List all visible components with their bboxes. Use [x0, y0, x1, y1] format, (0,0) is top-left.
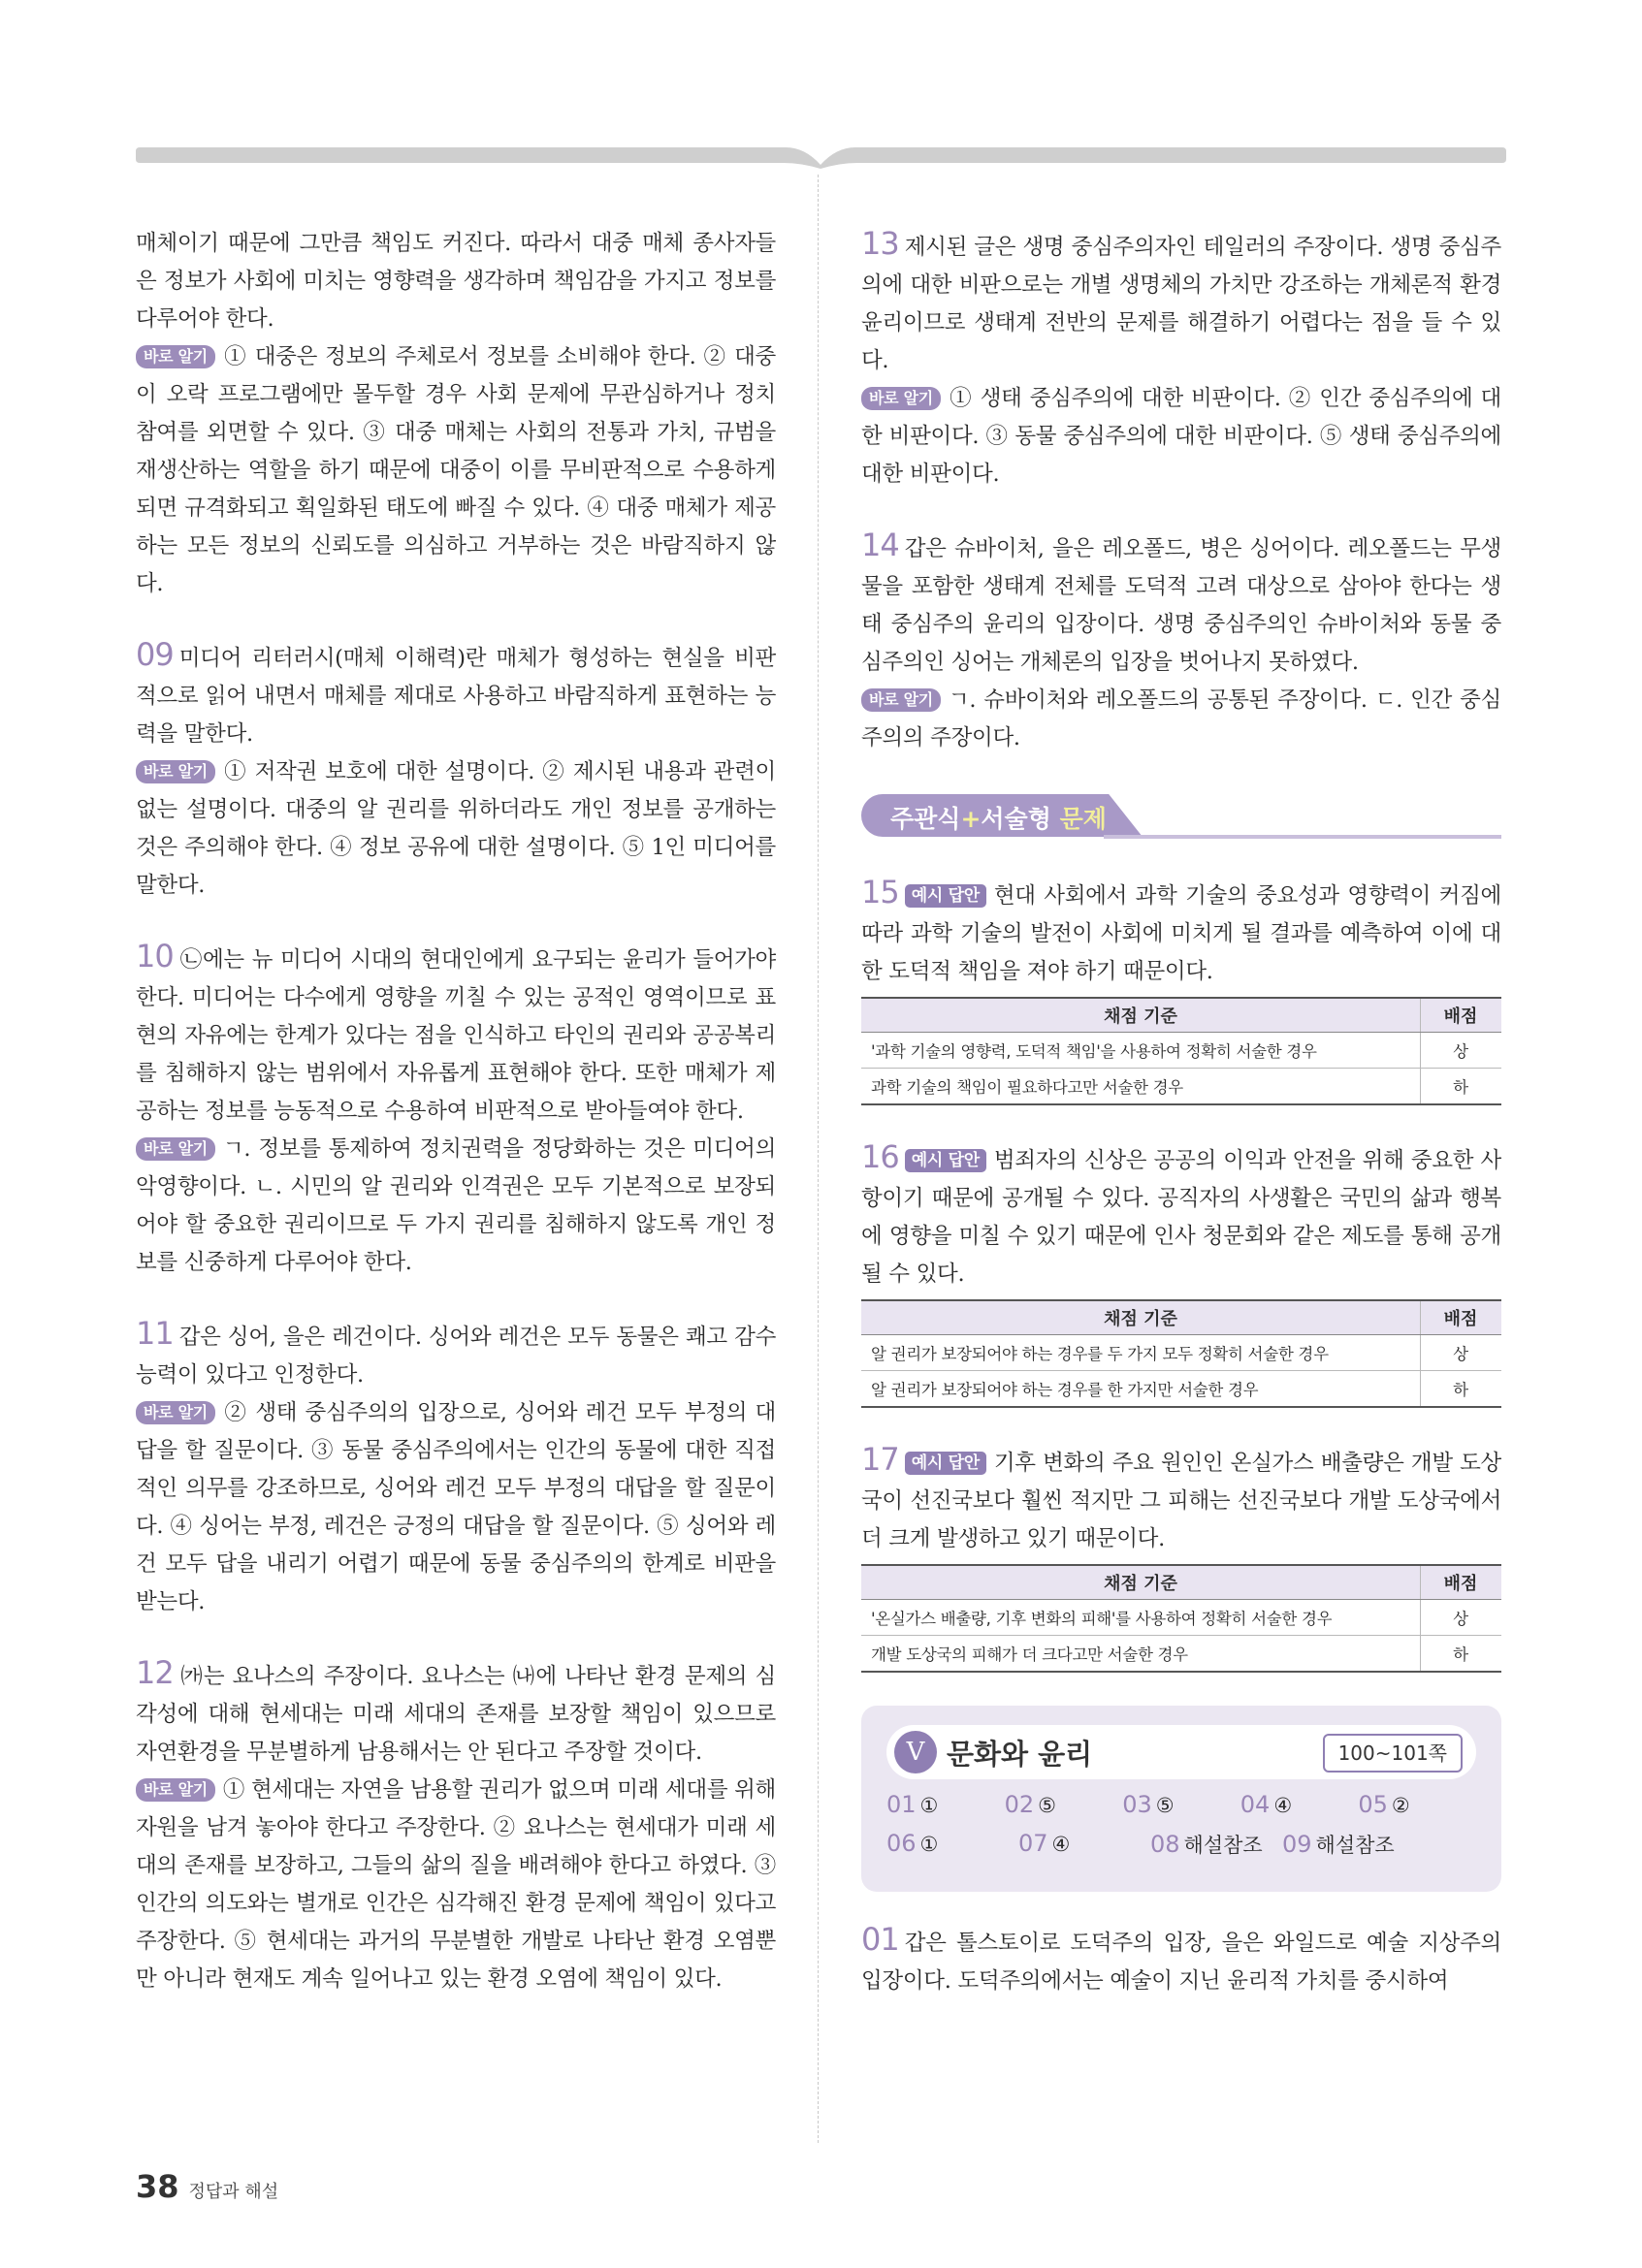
score-cell: 상 [1421, 1600, 1502, 1636]
answer-item [886, 1830, 1018, 1859]
criterion-cell: '과학 기술의 영향력, 도덕적 책임'을 사용하여 정확히 서술한 경우 [861, 1033, 1421, 1069]
answer-value: 해설참조 [1315, 1834, 1395, 1857]
question-number: 01 [861, 1921, 899, 1958]
answer-text: 갑은 싱어, 을은 레건이다. 싱어와 레건은 모두 동물은 쾌고 감수 능력이 있다고 인정한다. [136, 1325, 776, 1388]
question-17 [861, 1441, 1501, 1673]
question-16 [861, 1138, 1501, 1408]
answer-number: 06 [886, 1830, 917, 1857]
page-footer [136, 2168, 278, 2205]
example-answer-badge: 예시 답안 [905, 1149, 986, 1172]
answer-text: 범죄자의 신상은 공공의 이익과 안전을 위해 중요한 사항이기 때문에 공개될 수 있다. 공직자의 사생활은 국민의 삶과 행복에 영향을 미칠 수 있기 때문에 인사 청문회와 같은 제도를 통해 공개될 수 있다. [861, 1148, 1501, 1287]
question-number: 12 [136, 1654, 174, 1691]
intro-text: 매체이기 때문에 그만큼 책임도 커진다. 따라서 대중 매체 종사자들은 정보가 사회에 미치는 영향력을 생각하며 책임감을 가지고 정보를 다루어야 한다. [136, 231, 776, 332]
section-title-b: 서술형 [981, 805, 1051, 833]
answer-value: ④ [1273, 1794, 1293, 1817]
answer-value: ⑤ [1155, 1794, 1175, 1817]
right-column [861, 225, 1501, 2000]
q16-text [861, 1138, 1501, 1294]
score-header: 배점 [1421, 1300, 1502, 1335]
q09-note [136, 753, 776, 905]
section-title-plus: + [960, 805, 982, 833]
question-number: 13 [861, 225, 899, 262]
note-text: ① 생태 중심주의에 대한 비판이다. ② 인간 중심주의에 대한 비판이다. ③ 동물 중심주의에 대한 비판이다. ⑤ 생태 중심주의에 대한 비판이다. [861, 386, 1501, 487]
q17-text [861, 1441, 1501, 1558]
page-range-badge: 100~101쪽 [1323, 1734, 1463, 1773]
q11-text [136, 1315, 776, 1394]
answer-text: 갑은 톨스토이로 도덕주의 입장, 을은 와일드로 예술 지상주의 입장이다. 도덕주의에서는 예술이 지닌 윤리적 가치를 중시하여 [861, 1931, 1501, 1994]
q10-text [136, 938, 776, 1131]
score-cell: 상 [1421, 1033, 1502, 1069]
baro-badge: 바로 알기 [861, 688, 941, 712]
answer-number: 05 [1358, 1791, 1388, 1818]
criterion-cell: 개발 도상국의 피해가 더 크다고만 서술한 경우 [861, 1636, 1421, 1673]
answer-item [1358, 1791, 1476, 1818]
page-number: 38 [136, 2168, 179, 2205]
answer-text: 기후 변화의 주요 원인인 온실가스 배출량은 개발 도상국이 선진국보다 훨씬 적지만 그 피해는 선진국보다 개발 도상국에서 더 크게 발생하고 있기 때문이다. [861, 1451, 1501, 1551]
question-number: 17 [861, 1441, 899, 1478]
section-header [861, 790, 1501, 841]
baro-badge: 바로 알기 [136, 1401, 215, 1424]
intro-block [136, 225, 776, 603]
section-title-a: 주관식 [890, 805, 961, 833]
left-column [136, 225, 776, 2031]
scoring-table [861, 1299, 1501, 1408]
criterion-header: 채점 기준 [861, 998, 1421, 1033]
q12-text [136, 1654, 776, 1772]
q11-note [136, 1394, 776, 1621]
question-11 [136, 1315, 776, 1621]
unit-roman-numeral: V [894, 1731, 937, 1773]
baro-badge: 바로 알기 [136, 760, 215, 783]
note-text: ① 대중은 정보의 주체로서 정보를 소비해야 한다. ② 대중이 오락 프로그램에만 몰두할 경우 사회 문제에 무관심하거나 정치 참여를 외면할 수 있다. ③ 대중 매체는 사회의 전통과 가치, 규범을 재생산하는 역할을 하기 때문에 대중이 이를 무비판적으로 수용하게 되면 규격화되고 획일화된 태도에 빠질 수 있다. ④ 대중 매체가 제공하는 모든 정보의 신뢰도를 의심하고 거부하는 것은 바람직하지 않다. [136, 344, 776, 596]
example-answer-badge: 예시 답안 [905, 1452, 986, 1475]
answer-number: 08 [1150, 1831, 1180, 1858]
table-row [861, 1033, 1501, 1069]
answer-item [1005, 1791, 1123, 1818]
criterion-cell: 알 권리가 보장되어야 하는 경우를 두 가지 모두 정확히 서술한 경우 [861, 1335, 1421, 1371]
note-text: ① 현세대는 자연을 남용할 권리가 없으며 미래 세대를 위해 자원을 남겨 놓아야 한다고 주장한다. ② 요나스는 현세대가 미래 세대의 존재를 보장하고, 그들의 삶의 질을 배려해야 한다고 하였다. ③ 인간의 의도와는 별개로 인간은 심각해진 환경 문제에 책임이 있다고 주장한다. ⑤ 현세대는 과거의 무분별한 개발로 나타난 환경 오염뿐만 아니라 현재도 계속 일어나고 있는 환경 오염에 책임이 있다. [136, 1777, 776, 1992]
table-row [861, 1371, 1501, 1408]
answer-item [886, 1791, 1005, 1818]
question-number: 15 [861, 874, 899, 910]
question-14 [861, 527, 1501, 757]
scoring-table [861, 997, 1501, 1105]
question-13 [861, 225, 1501, 494]
score-header: 배점 [1421, 998, 1502, 1033]
answer-text: ㈎는 요나스의 주장이다. 요나스는 ㈏에 나타난 환경 문제의 심각성에 대해 현세대는 미래 세대의 존재를 보장할 책임이 있으므로 자연환경을 무분별하게 남용해서는 안 된다고 주장할 것이다. [136, 1664, 776, 1765]
baro-badge: 바로 알기 [136, 1137, 215, 1161]
table-row [861, 1335, 1501, 1371]
q13-note [861, 380, 1501, 494]
baro-badge: 바로 알기 [861, 387, 941, 410]
answer-value: ② [1391, 1794, 1410, 1817]
question-number: 11 [136, 1315, 174, 1352]
q12-note [136, 1772, 776, 1998]
answer-text: ㉡에는 뉴 미디어 시대의 현대인에게 요구되는 윤리가 들어가야 한다. 미디어는 다수에게 영향을 끼칠 수 있는 공적인 영역이므로 표현의 자유에는 한계가 있다는 점을 인식하고 타인의 권리와 공공복리를 침해하지 않는 범위에서 자유롭게 표현해야 한다. 또한 매체가 제공하는 정보를 능동적으로 수용하여 비판적으로 받아들여야 한다. [136, 947, 776, 1124]
answer-key-header [886, 1725, 1476, 1779]
section-line [1104, 835, 1501, 839]
answer-key-box [861, 1706, 1501, 1892]
example-answer-badge: 예시 답안 [905, 884, 986, 908]
note-text: ㄱ. 슈바이처와 레오폴드의 공통된 주장이다. ㄷ. 인간 중심주의의 주장이다. [861, 687, 1501, 751]
criterion-header: 채점 기준 [861, 1300, 1421, 1335]
question-09 [136, 636, 776, 905]
note-text: ① 저작권 보호에 대한 설명이다. ② 제시된 내용과 관련이 없는 설명이다. 대중의 알 권리를 위하더라도 개인 정보를 공개하는 것은 주의해야 한다. ④ 정보 공유에 대한 설명이다. ⑤ 1인 미디어를 말한다. [136, 759, 776, 898]
question-01 [861, 1921, 1501, 2000]
q14-note [861, 682, 1501, 757]
question-15 [861, 874, 1501, 1105]
note-text: ② 생태 중심주의의 입장으로, 싱어와 레건 모두 부정의 대답을 할 질문이다. ③ 동물 중심주의에서는 인간의 동물에 대한 직접적인 의무를 강조하므로, 싱어와 레건 모두 부정의 대답을 할 질문이다. ④ 싱어는 부정, 레건은 긍정의 대답을 할 질문이다. ⑤ 싱어와 레건 모두 답을 내리기 어렵기 때문에 동물 중심주의의 한계로 비판을 받는다. [136, 1400, 776, 1614]
answer-row-1 [886, 1791, 1476, 1818]
score-cell: 하 [1421, 1069, 1502, 1105]
question-number: 09 [136, 636, 174, 673]
answer-number: 07 [1018, 1830, 1048, 1857]
baro-badge: 바로 알기 [136, 345, 215, 368]
answer-item [1150, 1830, 1282, 1859]
answer-text: 갑은 슈바이처, 을은 레오폴드, 병은 싱어이다. 레오폴드는 무생물을 포함한 생태계 전체를 도덕적 고려 대상으로 삼아야 한다는 생태 중심주의 윤리의 입장이다. 생명 중심주의인 슈바이처와 동물 중심주의인 싱어는 개체론의 입장을 벗어나지 못하였다. [861, 536, 1501, 675]
table-row [861, 1600, 1501, 1636]
answer-value: ① [919, 1833, 939, 1856]
question-number: 16 [861, 1138, 899, 1175]
answer-text: 미디어 리터러시(매체 이해력)란 매체가 형성하는 현실을 비판적으로 읽어 내면서 매체를 제대로 사용하고 바람직하게 표현하는 능력을 말한다. [136, 646, 776, 747]
answer-number: 04 [1240, 1791, 1271, 1818]
answer-value: ⑤ [1038, 1794, 1056, 1817]
q09-text [136, 636, 776, 753]
question-12 [136, 1654, 776, 1998]
question-10 [136, 938, 776, 1282]
score-cell: 상 [1421, 1335, 1502, 1371]
table-row [861, 1636, 1501, 1673]
answer-item [1122, 1791, 1240, 1818]
answer-number: 03 [1122, 1791, 1152, 1818]
question-number: 10 [136, 938, 174, 974]
table-row [861, 1069, 1501, 1105]
answer-text: 현대 사회에서 과학 기술의 중요성과 영향력이 커짐에 따라 과학 기술의 발전이 사회에 미치게 될 결과를 예측하여 이에 대한 도덕적 책임을 져야 하기 때문이다. [861, 883, 1501, 984]
criterion-cell: '온실가스 배출량, 기후 변화의 피해'를 사용하여 정확히 서술한 경우 [861, 1600, 1421, 1636]
answer-value: ④ [1051, 1833, 1071, 1856]
answer-value: ① [919, 1794, 939, 1817]
answer-number: 09 [1282, 1831, 1312, 1858]
answer-number: 01 [886, 1791, 917, 1818]
answer-text: 제시된 글은 생명 중심주의자인 테일러의 주장이다. 생명 중심주의에 대한 비판으로는 개별 생명체의 가치만 강조하는 개체론적 환경 윤리이므로 생태계 전반의 문제를 해결하기 어렵다는 점을 들 수 있다. [861, 235, 1501, 373]
score-header: 배점 [1421, 1565, 1502, 1600]
q01-text [861, 1921, 1501, 2000]
score-cell: 하 [1421, 1371, 1502, 1408]
intro-note [136, 338, 776, 603]
criterion-header: 채점 기준 [861, 1565, 1421, 1600]
scoring-table [861, 1564, 1501, 1673]
score-cell: 하 [1421, 1636, 1502, 1673]
criterion-cell: 알 권리가 보장되어야 하는 경우를 한 가지만 서술한 경우 [861, 1371, 1421, 1408]
top-divider-bar [136, 147, 1506, 169]
answer-row-2 [886, 1830, 1476, 1859]
question-number: 14 [861, 527, 899, 563]
q13-text [861, 225, 1501, 380]
answer-item [1240, 1791, 1359, 1818]
answer-number: 02 [1004, 1791, 1035, 1818]
answer-item [1282, 1830, 1414, 1859]
footer-label: 정답과 해설 [188, 2182, 279, 2202]
section-title [890, 800, 1107, 835]
criterion-cell: 과학 기술의 책임이 필요하다고만 서술한 경우 [861, 1069, 1421, 1105]
q15-text [861, 874, 1501, 991]
baro-badge: 바로 알기 [136, 1778, 215, 1802]
answer-value: 해설참조 [1183, 1834, 1263, 1857]
unit-title: 문화와 윤리 [947, 1738, 1093, 1771]
section-title-c: 문제 [1050, 805, 1107, 833]
q10-note [136, 1131, 776, 1282]
note-text: ㄱ. 정보를 통제하여 정치권력을 정당화하는 것은 미디어의 악영향이다. ㄴ. 시민의 알 권리와 인격권은 모두 기본적으로 보장되어야 할 중요한 권리이므로 두 가지 권리를 침해하지 않도록 개인 정보를 신중하게 다루어야 한다. [136, 1136, 776, 1275]
q14-text [861, 527, 1501, 682]
answer-item [1018, 1830, 1150, 1859]
column-divider [818, 175, 819, 2143]
